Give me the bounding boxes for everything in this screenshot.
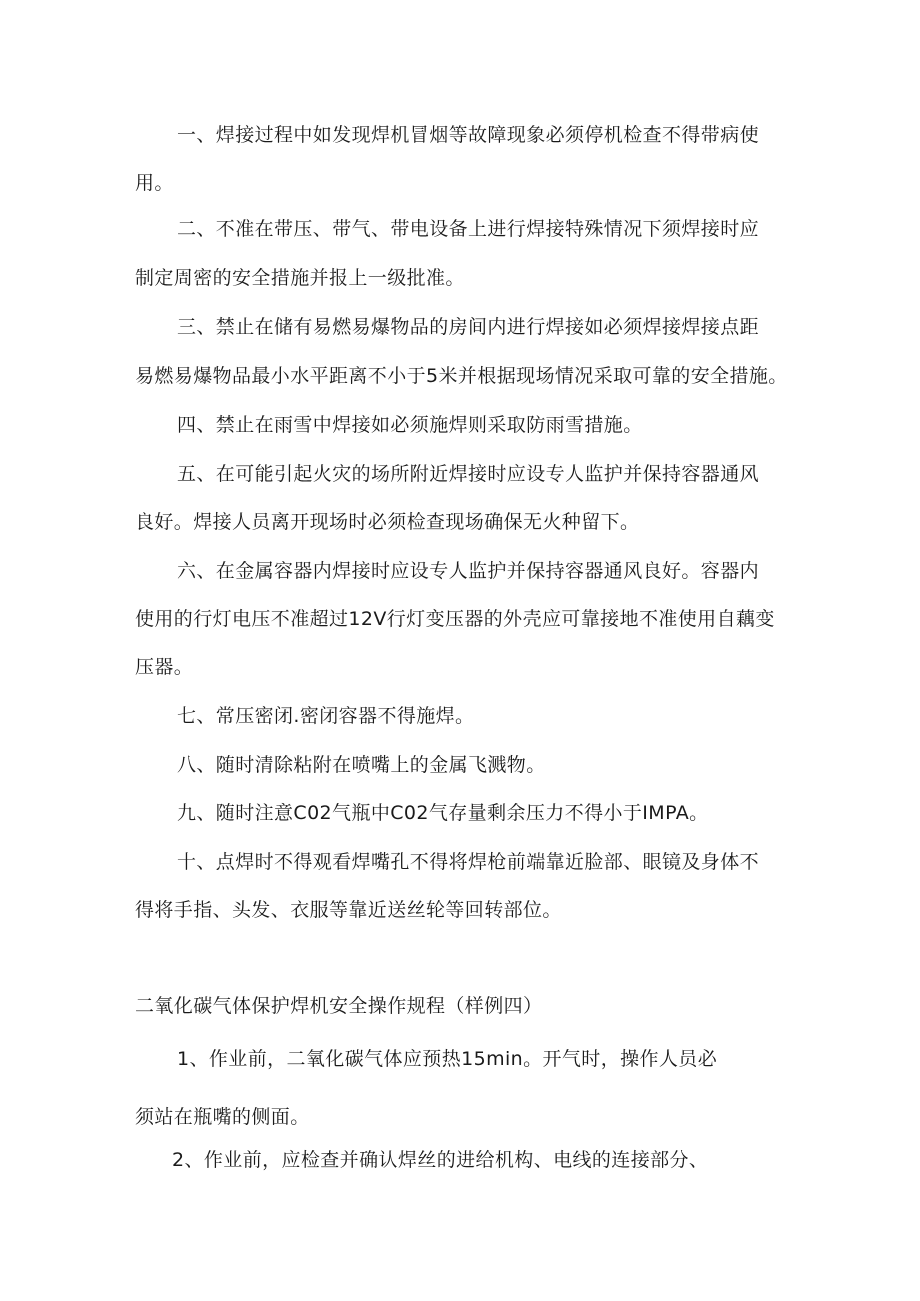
paragraph-line: 一、焊接过程中如发现焊机冒烟等故障现象必须停机检查不得带病使: [177, 124, 760, 146]
paragraph-line: 1、作业前，二氧化碳气体应预热15min。开气时，操作人员必: [177, 1048, 718, 1070]
paragraph-line: 使用的行灯电压不准超过12V行灯变压器的外壳应可靠接地不准使用自藕变: [135, 608, 775, 630]
section-title: 二氧化碳气体保护焊机安全操作规程（样例四）: [135, 995, 543, 1017]
paragraph-line: 七、常压密闭.密闭容器不得施焊。: [177, 705, 475, 727]
paragraph-line: 易燃易爆物品最小水平距离不小于5米并根据现场情况采取可靠的安全措施。: [135, 365, 788, 387]
paragraph-line: 三、禁止在储有易燃易爆物品的房间内进行焊接如必须焊接焊接点距: [177, 316, 760, 338]
paragraph-line: 须站在瓶嘴的侧面。: [135, 1106, 310, 1128]
paragraph-line: 六、在金属容器内焊接时应设专人监护并保持容器通风良好。容器内: [177, 560, 760, 582]
paragraph-line: 得将手指、头发、衣服等靠近送丝轮等回转部位。: [135, 899, 562, 921]
paragraph-line: 制定周密的安全措施并报上一级批准。: [135, 267, 465, 289]
paragraph-line: 2、作业前，应检查并确认焊丝的进给机构、电线的连接部分、: [172, 1149, 709, 1171]
paragraph-line: 良好。焊接人员离开现场时必须检查现场确保无火种留下。: [135, 511, 640, 533]
paragraph-line: 四、禁止在雨雪中焊接如必须施焊则采取防雨雪措施。: [177, 414, 643, 436]
paragraph-line: 二、不准在带压、带气、带电设备上进行焊接特殊情况下须焊接时应: [177, 218, 760, 240]
paragraph-line: 十、点焊时不得观看焊嘴孔不得将焊枪前端靠近脸部、眼镜及身体不: [177, 851, 760, 873]
paragraph-line: 九、随时注意C02气瓶中C02气存量剩余压力不得小于IMPA。: [177, 802, 709, 824]
paragraph-line: 五、在可能引起火灾的场所附近焊接时应设专人监护并保持容器通风: [177, 463, 760, 485]
paragraph-line: 八、随时清除粘附在喷嘴上的金属飞溅物。: [177, 754, 546, 776]
paragraph-line: 用。: [135, 172, 174, 194]
paragraph-line: 压器。: [135, 656, 194, 678]
